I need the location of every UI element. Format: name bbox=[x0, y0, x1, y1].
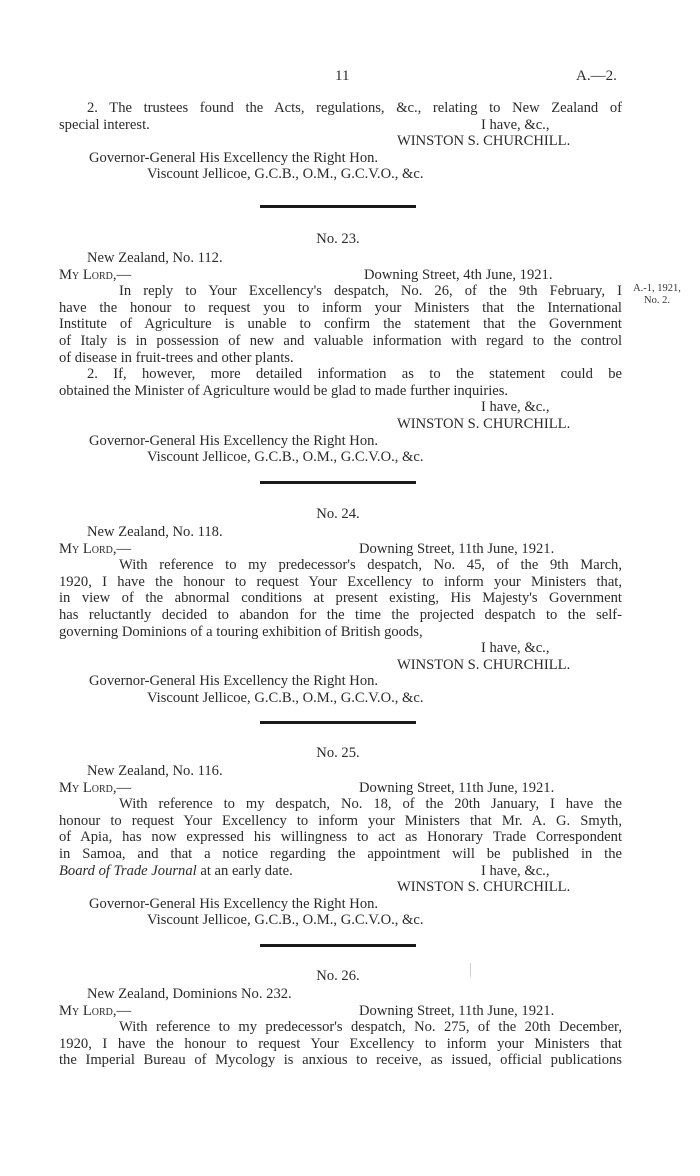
paragraph-line: 1920, I have the honour to request Your Excellency to inform your Ministers that, bbox=[59, 573, 622, 590]
section-divider bbox=[0, 205, 676, 208]
signature: WINSTON S. CHURCHILL. bbox=[397, 133, 571, 150]
despatch-series: New Zealand, No. 112. bbox=[87, 250, 223, 266]
salutation-line bbox=[59, 267, 622, 284]
salutation: My Lord,— bbox=[59, 1002, 132, 1019]
paragraph-line: of Italy is in possession of new and valuable information with regard to the control bbox=[59, 332, 622, 349]
salutation-line bbox=[59, 1003, 622, 1020]
closing-formula: I have, &c., bbox=[481, 640, 550, 657]
section-divider bbox=[0, 944, 676, 947]
paragraph-line: of disease in fruit-trees and other plants. bbox=[59, 349, 294, 366]
despatch-heading: No. 26. bbox=[316, 968, 360, 984]
closing-formula: I have, &c., bbox=[481, 862, 550, 879]
paragraph-line: With reference to my despatch, No. 18, of the 20th January, I have the bbox=[119, 796, 622, 813]
signature: WINSTON S. CHURCHILL. bbox=[397, 415, 571, 432]
page-number: 11 bbox=[335, 68, 350, 84]
addressee-line-1: Governor-General His Excellency the Right Hon. bbox=[89, 149, 379, 166]
paragraph-line: 2. If, however, more detailed information as to the statement could be bbox=[87, 366, 622, 383]
despatch-heading: No. 24. bbox=[316, 506, 360, 522]
divider-rule bbox=[260, 481, 416, 484]
despatch-heading: No. 25. bbox=[316, 745, 360, 761]
despatch-26 bbox=[59, 967, 622, 1069]
paragraph-line: 2. The trustees found the Acts, regulations, &c., relating to New Zealand of bbox=[87, 100, 622, 116]
addressee-line-1: Governor-General His Excellency the Right Hon. bbox=[89, 673, 379, 690]
paragraph-line: In reply to Your Excellency's despatch, No. 26, of the 9th February, I bbox=[119, 283, 622, 300]
place-date: Downing Street, 11th June, 1921. bbox=[359, 1002, 555, 1019]
salutation: My Lord,— bbox=[59, 266, 132, 283]
paragraph-line: With reference to my predecessor's despatch, No. 45, of the 9th March, bbox=[119, 557, 622, 574]
despatch-23 bbox=[59, 230, 622, 466]
paragraph-line: has reluctantly decided to abandon for the time the projected despatch to the self- bbox=[59, 606, 622, 623]
paragraph-line: With reference to my predecessor's despatch, No. 275, of the 20th December, bbox=[119, 1019, 622, 1036]
paragraph-line: in Samoa, and that a notice regarding the appointment will be published in the bbox=[59, 845, 622, 862]
paragraph-line: honour to request Your Excellency to inform your Ministers that Mr. A. G. Smyth, bbox=[59, 812, 622, 829]
paragraph-line bbox=[59, 863, 622, 880]
document-reference: A.—2. bbox=[576, 68, 617, 84]
salutation: My Lord,— bbox=[59, 779, 132, 796]
paragraph-line: have the honour to request you to inform your Ministers that the International bbox=[59, 299, 622, 316]
place-date: Downing Street, 11th June, 1921. bbox=[359, 540, 555, 557]
signature: WINSTON S. CHURCHILL. bbox=[397, 656, 571, 673]
paragraph-text: special interest. bbox=[59, 116, 150, 133]
paragraph-line: obtained the Minister of Agriculture would be glad to made further inquiries. bbox=[59, 382, 509, 399]
paragraph-line: of Apia, has now expressed his willingness to act as Honorary Trade Correspondent bbox=[59, 829, 622, 846]
despatch-series: New Zealand, Dominions No. 232. bbox=[87, 986, 292, 1002]
despatch-25 bbox=[59, 744, 622, 929]
section-divider bbox=[0, 481, 676, 484]
despatch-series: New Zealand, No. 118. bbox=[87, 524, 223, 540]
place-date: Downing Street, 11th June, 1921. bbox=[359, 779, 555, 796]
paragraph-line: governing Dominions of a touring exhibition of British goods, bbox=[59, 623, 423, 640]
addressee-line-2: Viscount Jellicoe, G.C.B., O.M., G.C.V.O., &c. bbox=[147, 449, 424, 466]
addressee-line-2: Viscount Jellicoe, G.C.B., O.M., G.C.V.O., &c. bbox=[147, 912, 424, 929]
divider-rule bbox=[260, 721, 416, 724]
place-date: Downing Street, 4th June, 1921. bbox=[364, 266, 553, 283]
margin-note-ref: A.-1, 1921, bbox=[633, 283, 681, 294]
paragraph-line: 1920, I have the honour to request Your Excellency to inform your Ministers that bbox=[59, 1035, 622, 1052]
addressee-line-1: Governor-General His Excellency the Right Hon. bbox=[89, 432, 379, 449]
salutation-line bbox=[59, 780, 622, 797]
paragraph-line: Institute of Agriculture is unable to confirm the statement that the Government bbox=[59, 316, 622, 333]
continuation-block bbox=[59, 100, 622, 183]
closing-formula: I have, &c., bbox=[481, 116, 550, 133]
despatch-24 bbox=[59, 505, 622, 707]
journal-title: Board of Trade Journal bbox=[59, 862, 197, 879]
margin-note-number: No. 2. bbox=[644, 294, 670, 306]
closing-formula: I have, &c., bbox=[481, 399, 550, 416]
addressee-line-1: Governor-General His Excellency the Right Hon. bbox=[89, 895, 379, 912]
running-header bbox=[0, 68, 700, 88]
margin-note bbox=[626, 283, 688, 306]
salutation: My Lord,— bbox=[59, 540, 132, 557]
despatch-heading: No. 23. bbox=[316, 231, 360, 247]
divider-rule bbox=[260, 205, 416, 208]
signature: WINSTON S. CHURCHILL. bbox=[397, 879, 571, 896]
salutation-line bbox=[59, 541, 622, 558]
addressee-line-2: Viscount Jellicoe, G.C.B., O.M., G.C.V.O., &c. bbox=[147, 689, 424, 706]
paragraph-line: the Imperial Bureau of Mycology is anxious to receive, as issued, official publications bbox=[59, 1052, 622, 1069]
despatch-series: New Zealand, No. 116. bbox=[87, 763, 223, 779]
paragraph-line bbox=[59, 117, 622, 134]
paragraph-line: in view of the abnormal conditions at present existing, His Majesty's Government bbox=[59, 590, 622, 607]
paragraph-text: at an early date. bbox=[196, 862, 293, 879]
addressee-line-2: Viscount Jellicoe, G.C.B., O.M., G.C.V.O., &c. bbox=[147, 166, 424, 183]
section-divider bbox=[0, 721, 676, 724]
divider-rule bbox=[260, 944, 416, 947]
